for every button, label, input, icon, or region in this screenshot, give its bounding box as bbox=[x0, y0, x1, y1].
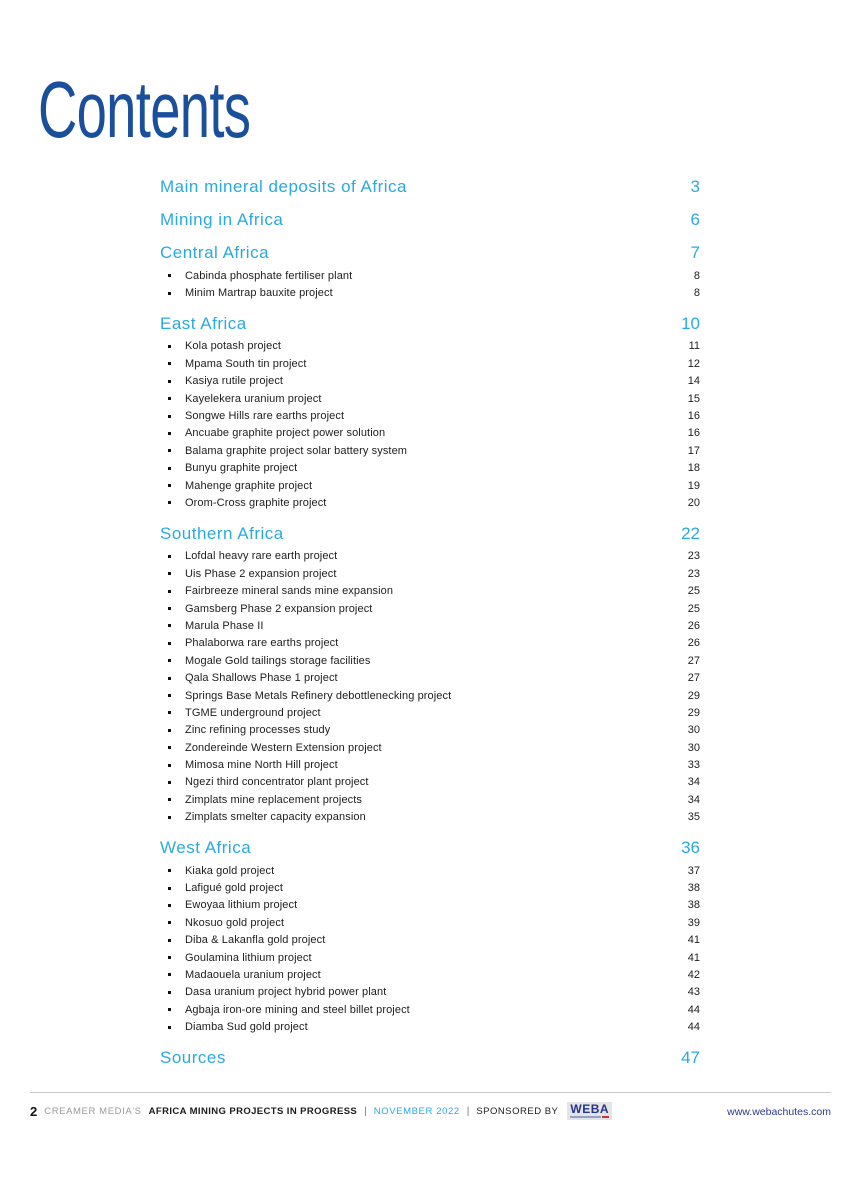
bullet-square-icon bbox=[168, 501, 171, 504]
toc-item-page-number: 26 bbox=[687, 637, 700, 650]
toc-item[interactable] bbox=[160, 897, 700, 914]
toc-item[interactable] bbox=[160, 460, 700, 477]
toc-item-label: Gamsberg Phase 2 expansion project bbox=[185, 602, 373, 615]
toc-item-label: Phalaborwa rare earths project bbox=[185, 637, 339, 650]
toc-item-label: Ancuabe graphite project power solution bbox=[185, 427, 386, 440]
toc-item[interactable] bbox=[160, 373, 700, 390]
toc-item-page-number: 8 bbox=[693, 287, 700, 300]
footer bbox=[30, 1102, 831, 1120]
toc-item[interactable] bbox=[160, 442, 700, 459]
bullet-square-icon bbox=[168, 432, 171, 435]
toc-item-label: Minim Martrap bauxite project bbox=[185, 287, 333, 300]
toc-item-label: Madaouela uranium project bbox=[185, 968, 321, 981]
toc-item[interactable] bbox=[160, 582, 700, 599]
toc-item[interactable] bbox=[160, 932, 700, 949]
toc-item-label: Kiaka gold project bbox=[185, 864, 275, 877]
bullet-square-icon bbox=[168, 816, 171, 819]
toc-section-label: West Africa bbox=[160, 837, 252, 857]
toc-item[interactable] bbox=[160, 284, 700, 301]
bullet-square-icon bbox=[168, 991, 171, 994]
toc-item-label: Nkosuo gold project bbox=[185, 916, 285, 929]
toc-item-page-number: 15 bbox=[687, 392, 700, 405]
toc-item-page-number: 30 bbox=[687, 741, 700, 754]
bullet-square-icon bbox=[168, 711, 171, 714]
toc-item-page-number: 39 bbox=[687, 916, 700, 929]
toc-item[interactable] bbox=[160, 669, 700, 686]
toc-item[interactable] bbox=[160, 756, 700, 773]
toc-item-page-number: 26 bbox=[687, 619, 700, 632]
toc-section-page-number: 22 bbox=[681, 523, 700, 543]
toc-item-page-number: 18 bbox=[687, 462, 700, 475]
footer-date: NOVEMBER 2022 bbox=[373, 1105, 460, 1117]
toc-item[interactable] bbox=[160, 652, 700, 669]
toc-item[interactable] bbox=[160, 390, 700, 407]
toc-item-page-number: 27 bbox=[687, 672, 700, 685]
toc-item[interactable] bbox=[160, 565, 700, 582]
toc-item[interactable] bbox=[160, 984, 700, 1001]
bullet-square-icon bbox=[168, 939, 171, 942]
toc-item-label: Dasa uranium project hybrid power plant bbox=[185, 986, 387, 999]
toc-item[interactable] bbox=[160, 355, 700, 372]
bullet-square-icon bbox=[168, 694, 171, 697]
toc-item-page-number: 23 bbox=[687, 550, 700, 563]
toc-item[interactable] bbox=[160, 809, 700, 826]
toc-item-page-number: 41 bbox=[687, 951, 700, 964]
toc-item-label: Zondereinde Western Extension project bbox=[185, 741, 382, 754]
bullet-square-icon bbox=[168, 590, 171, 593]
toc-section-heading[interactable] bbox=[160, 523, 700, 545]
bullet-square-icon bbox=[168, 973, 171, 976]
toc-item-label: Balama graphite project solar battery system bbox=[185, 444, 408, 457]
toc-item-label: Songwe Hills rare earths project bbox=[185, 410, 345, 423]
bullet-square-icon bbox=[168, 380, 171, 383]
bullet-square-icon bbox=[168, 798, 171, 801]
bullet-square-icon bbox=[168, 887, 171, 890]
toc-item[interactable] bbox=[160, 407, 700, 424]
toc-item-page-number: 8 bbox=[693, 269, 700, 282]
bullet-square-icon bbox=[168, 397, 171, 400]
toc-item-page-number: 30 bbox=[687, 724, 700, 737]
bullet-square-icon bbox=[168, 624, 171, 627]
toc-item-page-number: 35 bbox=[687, 811, 700, 824]
bullet-square-icon bbox=[168, 292, 171, 295]
toc-item-label: Lofdal heavy rare earth project bbox=[185, 550, 338, 563]
toc-section-label: Main mineral deposits of Africa bbox=[160, 177, 407, 196]
toc-section-heading[interactable] bbox=[160, 176, 700, 198]
toc-item-label: Zimplats mine replacement projects bbox=[185, 793, 363, 806]
toc-item-page-number: 16 bbox=[687, 410, 700, 423]
toc-section bbox=[160, 523, 700, 826]
weba-logo bbox=[567, 1102, 612, 1120]
footer-publication-title: AFRICA MINING PROJECTS IN PROGRESS bbox=[148, 1105, 358, 1117]
toc-item[interactable] bbox=[160, 1001, 700, 1018]
toc-section-label: East Africa bbox=[160, 313, 247, 333]
toc-item-label: Diamba Sud gold project bbox=[185, 1021, 308, 1034]
toc-section-page-number: 10 bbox=[681, 313, 700, 333]
toc-item[interactable] bbox=[160, 477, 700, 494]
toc-section bbox=[160, 209, 700, 231]
toc-item-label: Goulamina lithium project bbox=[185, 951, 312, 964]
toc-section-page-number: 36 bbox=[681, 837, 700, 857]
toc-item[interactable] bbox=[160, 494, 700, 511]
bullet-square-icon bbox=[168, 572, 171, 575]
toc-section-heading[interactable] bbox=[160, 209, 700, 231]
toc-item-label: Kayelekera uranium project bbox=[185, 392, 322, 405]
toc-item-label: TGME underground project bbox=[185, 706, 321, 719]
toc-item-page-number: 12 bbox=[687, 357, 700, 370]
toc-item-label: Kasiya rutile project bbox=[185, 375, 284, 388]
toc-section bbox=[160, 1047, 700, 1069]
toc-item-label: Fairbreeze mineral sands mine expansion bbox=[185, 585, 394, 598]
toc-section-heading[interactable] bbox=[160, 837, 700, 859]
bullet-square-icon bbox=[168, 1008, 171, 1011]
footer-separator: | bbox=[364, 1105, 367, 1117]
toc-item-page-number: 38 bbox=[687, 899, 700, 912]
footer-publisher: CREAMER MEDIA'S bbox=[44, 1105, 142, 1117]
toc-item[interactable] bbox=[160, 548, 700, 565]
bullet-square-icon bbox=[168, 729, 171, 732]
toc-section-heading[interactable] bbox=[160, 242, 700, 264]
toc-section-label: Central Africa bbox=[160, 243, 270, 262]
toc-section-heading[interactable] bbox=[160, 1047, 700, 1069]
toc-section-page-number: 3 bbox=[690, 177, 700, 196]
toc-item-page-number: 23 bbox=[687, 567, 700, 580]
toc-item-label: Marula Phase II bbox=[185, 619, 264, 632]
toc-item-label: Diba & Lakanfla gold project bbox=[185, 934, 326, 947]
bullet-square-icon bbox=[168, 449, 171, 452]
toc-item-page-number: 25 bbox=[687, 585, 700, 598]
toc-item-label: Mahenge graphite project bbox=[185, 479, 313, 492]
bullet-square-icon bbox=[168, 345, 171, 348]
toc-item[interactable] bbox=[160, 617, 700, 634]
footer-page-number: 2 bbox=[30, 1103, 38, 1119]
toc-item[interactable] bbox=[160, 425, 700, 442]
toc-item-page-number: 37 bbox=[687, 864, 700, 877]
toc-item[interactable] bbox=[160, 338, 700, 355]
footer-divider bbox=[30, 1092, 831, 1093]
toc-item-label: Mogale Gold tailings storage facilities bbox=[185, 654, 371, 667]
toc-item-label: Kola potash project bbox=[185, 340, 282, 353]
toc-item[interactable] bbox=[160, 722, 700, 739]
bullet-square-icon bbox=[168, 921, 171, 924]
toc-item-label: Mpama South tin project bbox=[185, 357, 307, 370]
toc-item-page-number: 42 bbox=[687, 968, 700, 981]
toc-item-label: Ngezi third concentrator plant project bbox=[185, 776, 369, 789]
bullet-square-icon bbox=[168, 607, 171, 610]
toc-item[interactable] bbox=[160, 1018, 700, 1035]
bullet-square-icon bbox=[168, 467, 171, 470]
footer-sponsored-by-label: SPONSORED BY bbox=[476, 1105, 559, 1117]
page-title: Contents bbox=[38, 65, 251, 154]
toc-item-label: Bunyu graphite project bbox=[185, 462, 298, 475]
toc-item-page-number: 29 bbox=[687, 689, 700, 702]
bullet-square-icon bbox=[168, 746, 171, 749]
toc-item-label: Zimplats smelter capacity expansion bbox=[185, 811, 366, 824]
toc-item-page-number: 27 bbox=[687, 654, 700, 667]
bullet-square-icon bbox=[168, 904, 171, 907]
bullet-square-icon bbox=[168, 274, 171, 277]
toc-item[interactable] bbox=[160, 704, 700, 721]
toc-item-label: Orom-Cross graphite project bbox=[185, 496, 327, 509]
toc-item-page-number: 44 bbox=[687, 1021, 700, 1034]
toc-item[interactable] bbox=[160, 774, 700, 791]
toc-section bbox=[160, 242, 700, 302]
toc-item[interactable] bbox=[160, 600, 700, 617]
toc-item[interactable] bbox=[160, 879, 700, 896]
toc-item-page-number: 17 bbox=[687, 444, 700, 457]
weba-logo-text: WEBA bbox=[570, 1102, 610, 1116]
footer-left bbox=[30, 1102, 612, 1120]
website-link[interactable]: www.webachutes.com bbox=[727, 1106, 831, 1118]
toc-section bbox=[160, 313, 700, 512]
toc-item-page-number: 34 bbox=[687, 776, 700, 789]
bullet-square-icon bbox=[168, 415, 171, 418]
toc-section-label: Southern Africa bbox=[160, 523, 284, 543]
toc-section bbox=[160, 837, 700, 1036]
toc-item[interactable] bbox=[160, 862, 700, 879]
toc-item[interactable] bbox=[160, 267, 700, 284]
bullet-square-icon bbox=[168, 764, 171, 767]
toc-item-label: Qala Shallows Phase 1 project bbox=[185, 672, 338, 685]
toc-item-label: Mimosa mine North Hill project bbox=[185, 759, 338, 772]
toc-section-page-number: 6 bbox=[690, 210, 700, 229]
bullet-square-icon bbox=[168, 362, 171, 365]
toc-item-page-number: 11 bbox=[688, 340, 700, 353]
toc-item-label: Cabinda phosphate fertiliser plant bbox=[185, 269, 353, 282]
toc-item[interactable] bbox=[160, 635, 700, 652]
toc-item-page-number: 19 bbox=[687, 479, 700, 492]
toc-item-label: Lafigué gold project bbox=[185, 882, 284, 895]
bullet-square-icon bbox=[168, 677, 171, 680]
toc-item-page-number: 33 bbox=[687, 759, 700, 772]
bullet-square-icon bbox=[168, 642, 171, 645]
toc-item-label: Uis Phase 2 expansion project bbox=[185, 567, 337, 580]
toc-item-page-number: 38 bbox=[687, 882, 700, 895]
table-of-contents bbox=[160, 176, 700, 1072]
weba-logo-tagline bbox=[570, 1116, 609, 1118]
toc-item[interactable] bbox=[160, 949, 700, 966]
bullet-square-icon bbox=[168, 555, 171, 558]
toc-section-label: Mining in Africa bbox=[160, 210, 284, 229]
toc-item[interactable] bbox=[160, 791, 700, 808]
toc-item-label: Zinc refining processes study bbox=[185, 724, 331, 737]
toc-section-page-number: 7 bbox=[690, 243, 700, 262]
toc-item-page-number: 43 bbox=[687, 986, 700, 999]
footer-right bbox=[727, 1102, 831, 1120]
toc-item-page-number: 20 bbox=[687, 496, 700, 509]
toc-item-label: Agbaja iron-ore mining and steel billet project bbox=[185, 1003, 410, 1016]
toc-item[interactable] bbox=[160, 966, 700, 983]
bullet-square-icon bbox=[168, 956, 171, 959]
toc-item-label: Springs Base Metals Refinery debottlenecking project bbox=[185, 689, 452, 702]
toc-section bbox=[160, 176, 700, 198]
toc-item-page-number: 34 bbox=[687, 793, 700, 806]
bullet-square-icon bbox=[168, 659, 171, 662]
bullet-square-icon bbox=[168, 484, 171, 487]
toc-section-page-number: 47 bbox=[681, 1047, 700, 1067]
toc-item[interactable] bbox=[160, 739, 700, 756]
toc-item-page-number: 41 bbox=[687, 934, 700, 947]
bullet-square-icon bbox=[168, 869, 171, 872]
bullet-square-icon bbox=[168, 1026, 171, 1029]
toc-item-label: Ewoyaa lithium project bbox=[185, 899, 298, 912]
bullet-square-icon bbox=[168, 781, 171, 784]
toc-section-heading[interactable] bbox=[160, 313, 700, 335]
toc-item-page-number: 16 bbox=[687, 427, 700, 440]
toc-item-page-number: 14 bbox=[687, 375, 700, 388]
toc-section-label: Sources bbox=[160, 1047, 226, 1067]
toc-item[interactable] bbox=[160, 687, 700, 704]
toc-item[interactable] bbox=[160, 914, 700, 931]
toc-item-page-number: 25 bbox=[687, 602, 700, 615]
toc-item-page-number: 29 bbox=[687, 706, 700, 719]
toc-item-page-number: 44 bbox=[687, 1003, 700, 1016]
footer-separator: | bbox=[466, 1105, 470, 1117]
